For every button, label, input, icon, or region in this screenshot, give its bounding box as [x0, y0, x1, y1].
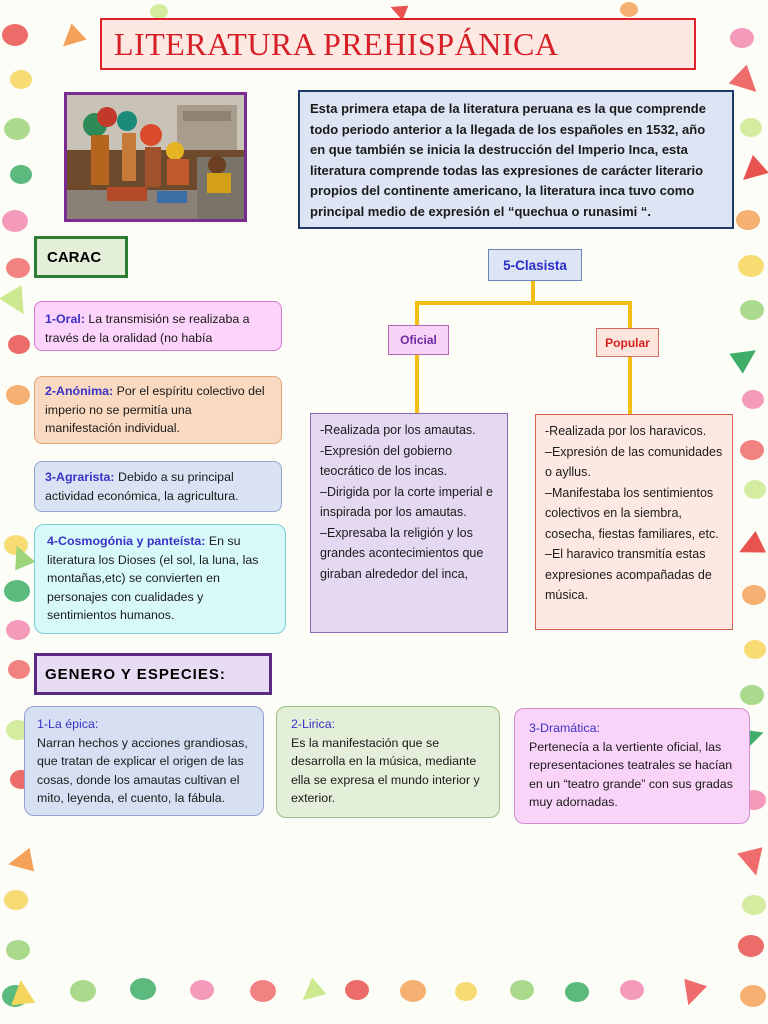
confetti-triangle [735, 155, 768, 189]
confetti-dot [736, 210, 760, 230]
genero-card-epica [24, 706, 264, 816]
confetti-dot [740, 118, 762, 137]
connector-line [531, 281, 535, 303]
confetti-triangle [9, 979, 35, 1005]
confetti-dot [10, 165, 32, 184]
aztec-ceremony-illustration [67, 95, 244, 219]
confetti-dot [8, 660, 30, 679]
popular-node: Popular [596, 328, 659, 357]
confetti-dot [742, 585, 766, 605]
confetti-dot [4, 890, 28, 910]
popular-item: –Manifestaba los sentimientos colectivos en la siembra, cosecha, fiestas familiares, etc. [545, 485, 719, 541]
confetti-triangle [677, 979, 707, 1009]
confetti-triangle [6, 848, 34, 876]
confetti-dot [6, 940, 30, 960]
confetti-dot [744, 640, 766, 659]
confetti-dot [130, 978, 156, 1000]
oficial-node: Oficial [388, 325, 449, 355]
confetti-dot [740, 440, 764, 460]
confetti-triangle [55, 23, 86, 54]
popular-item: –El haravico transmitía estas expresiones acompañadas de música. [545, 547, 712, 602]
confetti-dot [742, 895, 766, 915]
confetti-dot [250, 980, 276, 1002]
confetti-dot [400, 980, 426, 1002]
confetti-dot [190, 980, 214, 1000]
confetti-dot [740, 300, 764, 320]
confetti-dot [730, 28, 754, 48]
confetti-triangle [295, 977, 326, 1008]
connector-line [628, 301, 632, 329]
confetti-triangle [734, 531, 766, 563]
carac-card-anonima [34, 376, 282, 444]
confetti-dot [2, 24, 28, 46]
carac-text: Por el espíritu colectivo del imperio no se permitía una manifestación individual. [45, 384, 265, 435]
confetti-dot [6, 385, 30, 405]
aztec-ceremony-image [64, 92, 247, 222]
genero-text: Narran hechos y acciones grandiosas, que tratan de explicar el origen de las cosas, donde los amautas cultivan el mito, leyenda, el cuento, la fábula. [37, 735, 248, 805]
confetti-dot [4, 118, 30, 140]
confetti-dot [565, 982, 589, 1002]
caracteristicas-heading: CARAC [34, 236, 128, 278]
confetti-dot [455, 982, 477, 1001]
genero-heading: GENERO Y ESPECIES: [34, 653, 272, 695]
oficial-item: -Expresión del gobierno teocrático de los incas. [320, 443, 453, 478]
confetti-dot [740, 685, 764, 705]
carac-label: 4-Cosmogónia y panteísta: [47, 534, 206, 548]
genero-text: Es la manifestación que se desarrolla en la música, mediante ella se expresa el mundo interior y exterior. [291, 735, 480, 805]
confetti-dot [742, 390, 764, 409]
popular-item: -Realizada por los haravicos. [545, 424, 707, 438]
carac-card-cosmogonia [34, 524, 286, 634]
oficial-item: -Realizada por los amautas. [320, 423, 476, 437]
confetti-dot [620, 980, 644, 1000]
confetti-dot [738, 255, 764, 277]
carac-card-agrarista [34, 461, 282, 512]
connector-line [415, 355, 419, 414]
carac-label: 3-Agrarista: [45, 470, 115, 484]
oficial-item: –Expresaba la religión y los grandes acontecimientos que giraban alrededor del inca, [320, 525, 484, 581]
carac-label: 2-Anónima: [45, 384, 114, 398]
confetti-dot [2, 210, 28, 232]
page-title-text: LITERATURA PREHISPÁNICA [114, 25, 559, 62]
confetti-dot [4, 580, 30, 602]
confetti-dot [6, 258, 30, 278]
carac-text: En su literatura los Dioses (el sol, la luna, las montañas,etc) se convierten en personajes con cualidades y sentimientos humanos. [47, 534, 259, 622]
genero-label: 2-Lirica: [291, 717, 336, 731]
connector-line [415, 301, 632, 305]
oficial-item: –Dirigida por la corte imperial e inspirada por los amautas. [320, 484, 493, 519]
confetti-dot [620, 2, 638, 17]
genero-card-dramatica [514, 708, 750, 824]
oficial-description [310, 413, 508, 633]
confetti-triangle [729, 340, 762, 373]
popular-item: –Expresión de las comunidades o ayllus. [545, 444, 723, 479]
connector-line [628, 357, 632, 415]
genero-card-lirica [276, 706, 500, 818]
confetti-triangle [0, 285, 35, 321]
page-title [100, 18, 696, 70]
confetti-dot [738, 935, 764, 957]
confetti-triangle [737, 847, 768, 879]
connector-line [415, 301, 419, 326]
confetti-triangle [729, 65, 766, 102]
carac-text: Debido a su principal actividad económica, la agricultura. [45, 470, 239, 503]
confetti-dot [510, 980, 534, 1000]
clasista-node: 5-Clasista [488, 249, 582, 281]
confetti-dot [150, 4, 168, 19]
genero-label: 1-La épica: [37, 717, 99, 731]
popular-description [535, 414, 733, 630]
confetti-dot [70, 980, 96, 1002]
carac-text: La transmisión se realizaba a través de la oralidad (no había [45, 312, 250, 345]
intro-paragraph: Esta primera etapa de la literatura peruana es la que comprende todo periodo anterior a la llegada de los españoles en 1532, año en que también se inicia la destrucción del Imperio Inca, esta literatura comprende todas las expresiones de carácter literario propios del continente americano, la literatura inca tuvo como principal medio de expresión el “quechua o runasimi “. [298, 90, 734, 229]
carac-card-oral [34, 301, 282, 351]
confetti-dot [740, 985, 766, 1007]
genero-text: Pertenecía a la vertiente oficial, las representaciones teatrales se hacían en un “teatro grande” con sus gradas muy adornadas. [529, 739, 733, 809]
confetti-dot [6, 620, 30, 640]
carac-label: 1-Oral: [45, 312, 85, 326]
confetti-dot [8, 335, 30, 354]
confetti-dot [744, 480, 766, 499]
confetti-dot [10, 70, 32, 89]
genero-label: 3-Dramática: [529, 721, 600, 735]
confetti-dot [345, 980, 369, 1000]
